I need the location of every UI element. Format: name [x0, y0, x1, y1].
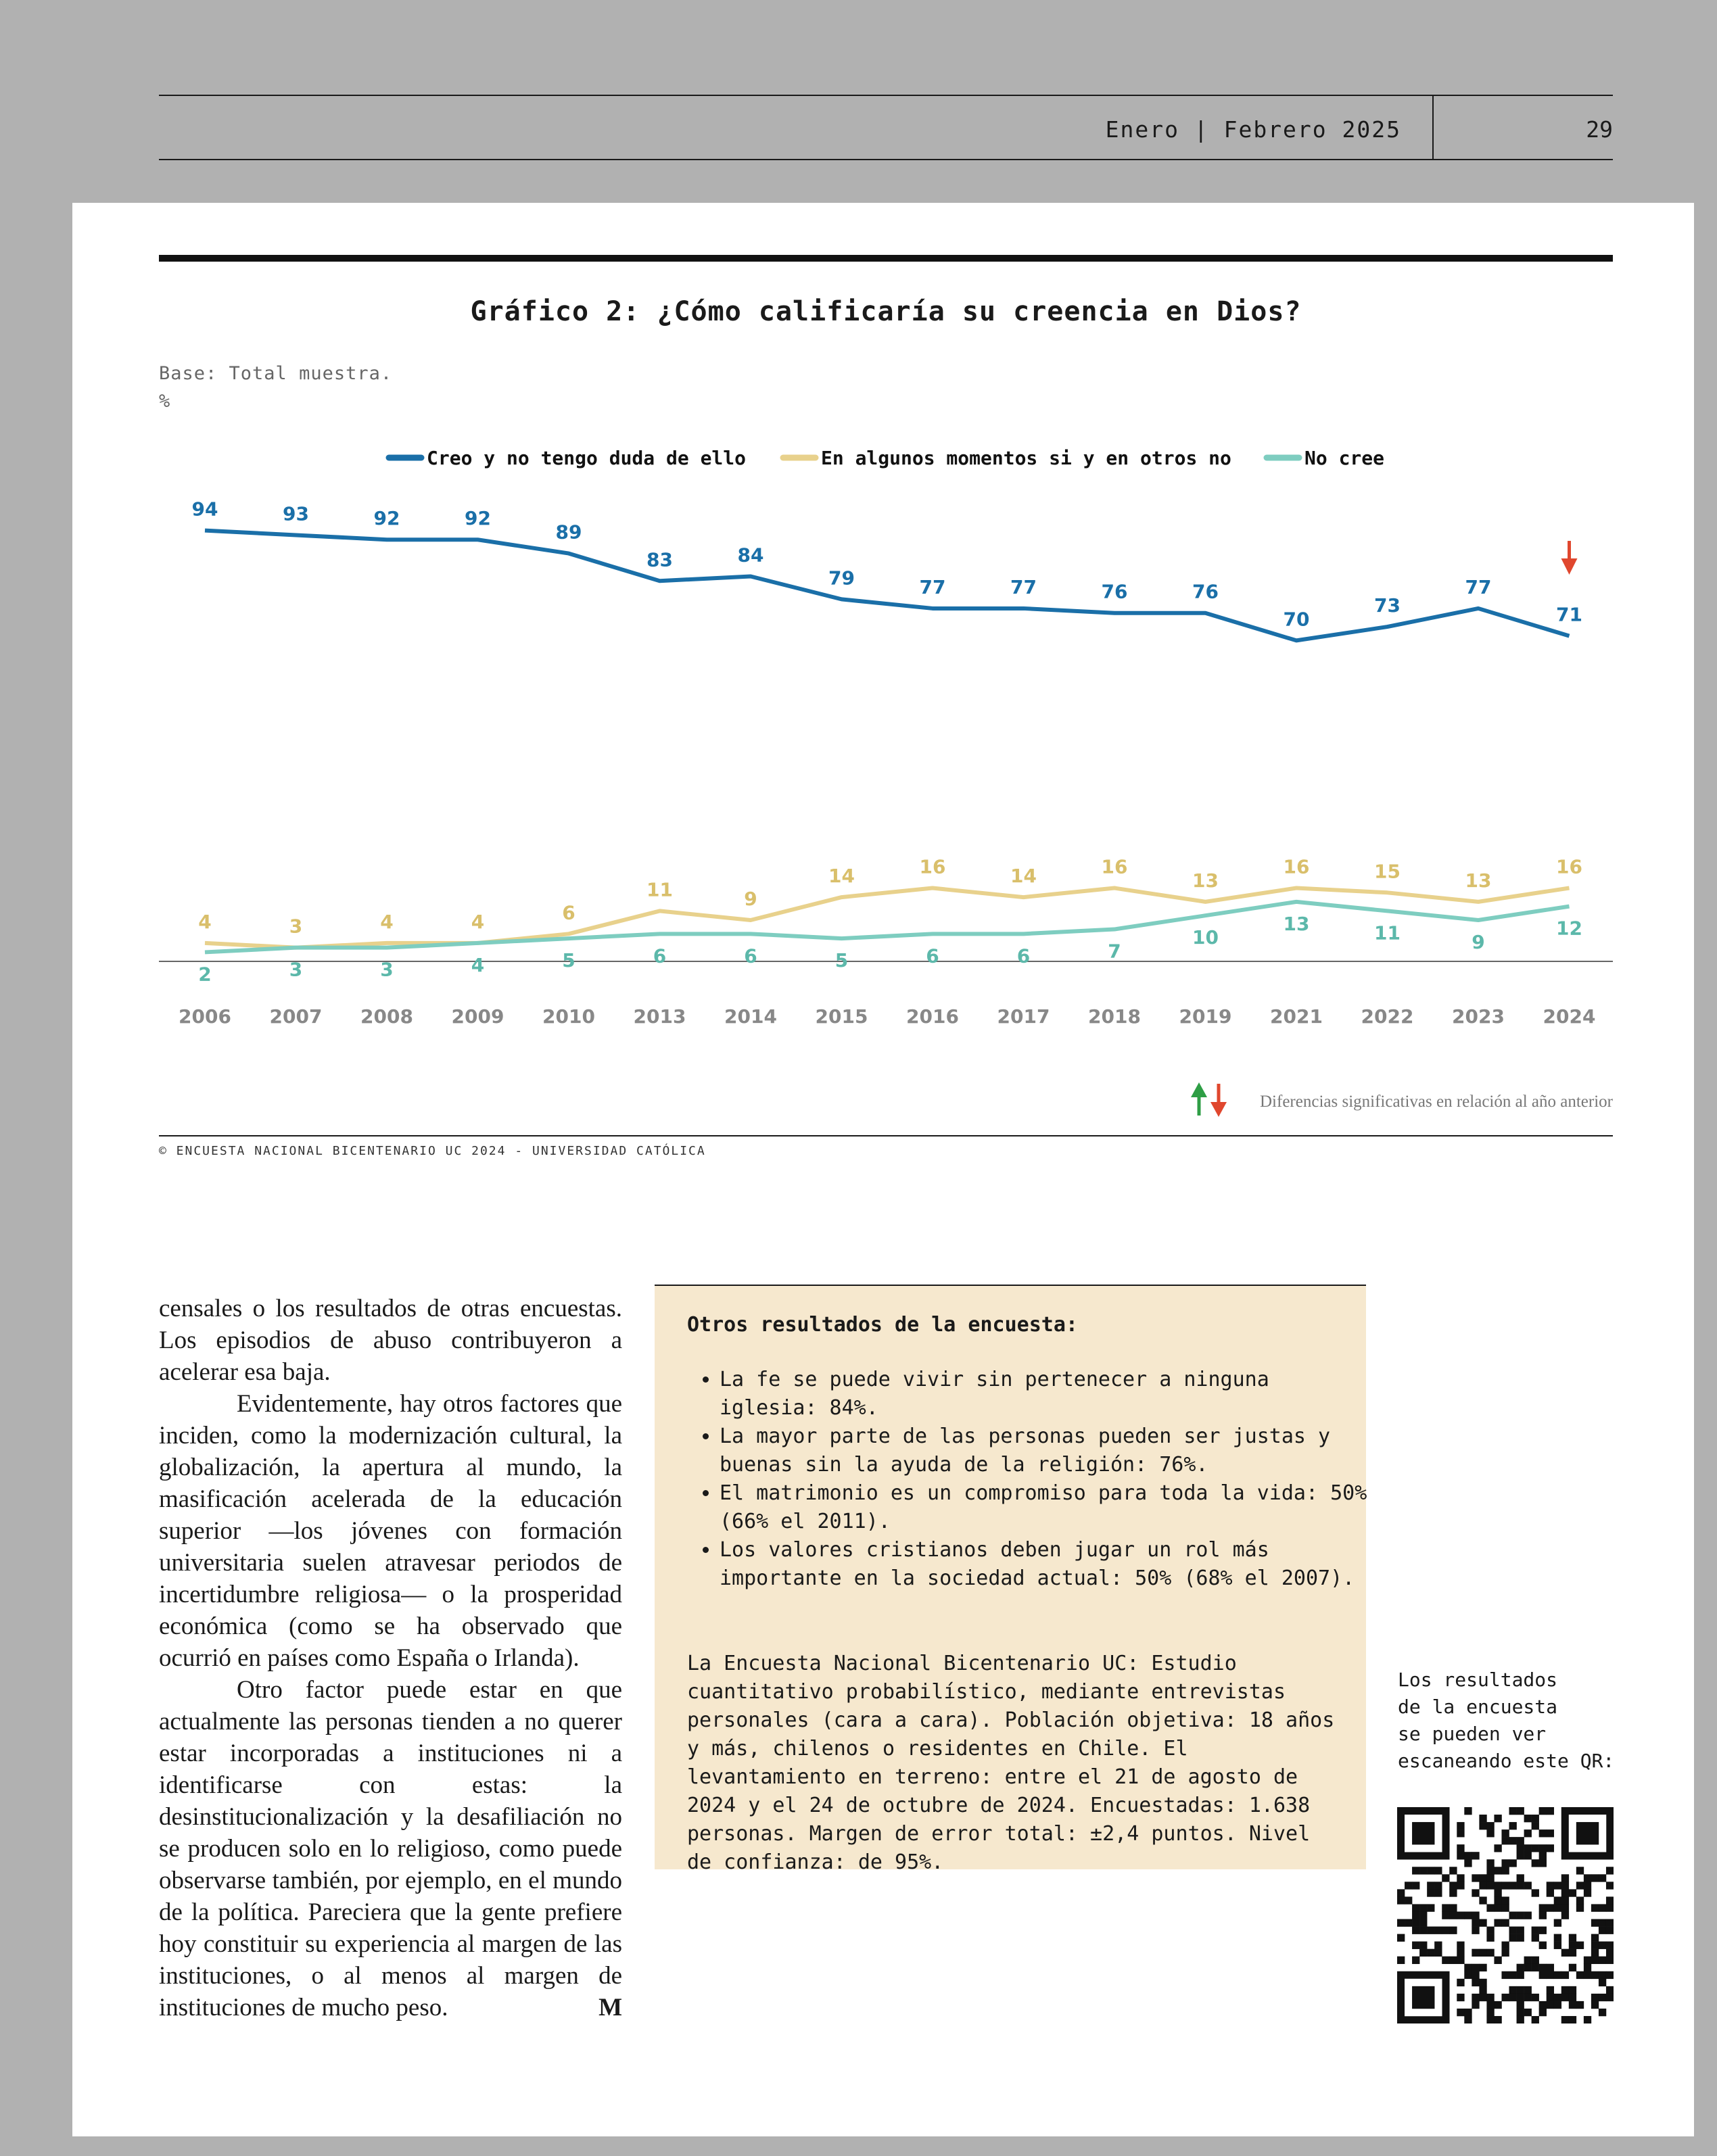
significance-legend: Diferencias significativas en relación al año anterior	[1260, 1093, 1613, 1111]
down-arrow-icon	[1561, 558, 1578, 575]
x-tick-label: 2019	[1179, 1005, 1232, 1028]
data-label: 3	[289, 915, 303, 938]
paragraph: Evidentemente, hay otros factores que inciden, como la modernización cultural, la globalización, la apertura al mundo, la masificación acelerada de la educación superior —los jóvenes con formación universitaria suelen atravesar periodos de incertidumbre religiosa— o la prosperidad económica (como se ha observado que ocurrió en países como España o Irlanda).	[159, 1390, 622, 1672]
data-label: 9	[1472, 930, 1485, 953]
data-label: 92	[465, 507, 491, 530]
data-label: 9	[744, 887, 757, 910]
data-label: 3	[380, 958, 394, 981]
data-label: 10	[1192, 926, 1219, 949]
x-tick-label: 2010	[542, 1005, 595, 1028]
data-label: 79	[828, 567, 855, 590]
data-label: 15	[1374, 860, 1401, 883]
list-item: • La fe se puede vivir sin pertenecer a ninguna iglesia: 84%.	[720, 1366, 1369, 1422]
results-box-title: Otros resultados de la encuesta:	[687, 1313, 1078, 1337]
data-label: 77	[919, 575, 946, 598]
end-mark: M	[598, 1994, 622, 2021]
data-label: 11	[646, 878, 673, 901]
data-label: 2	[198, 963, 212, 986]
results-list	[687, 1366, 1369, 1593]
data-label: 6	[562, 901, 575, 924]
x-tick-label: 2008	[360, 1005, 413, 1028]
data-label: 14	[828, 865, 855, 888]
data-label: 71	[1556, 603, 1582, 626]
data-label: 16	[1556, 855, 1582, 878]
x-tick-label: 2018	[1088, 1005, 1141, 1028]
x-tick-label: 2017	[997, 1005, 1050, 1028]
series-line	[205, 902, 1570, 953]
x-tick-label: 2006	[179, 1005, 231, 1028]
legend-label: En algunos momentos si y en otros no	[821, 447, 1231, 469]
data-label: 83	[646, 548, 673, 571]
data-label: 13	[1465, 869, 1492, 892]
x-tick-label: 2016	[906, 1005, 959, 1028]
down-arrow-icon	[1210, 1102, 1227, 1117]
x-tick-label: 2014	[724, 1005, 777, 1028]
series-line	[205, 888, 1570, 948]
list-item: • Los valores cristianos deben jugar un rol más importante en la sociedad actual: 50% (68% el 2007).	[720, 1536, 1369, 1593]
data-label: 77	[1010, 575, 1037, 598]
article-body	[159, 1293, 622, 2023]
chart-title: Gráfico 2: ¿Cómo calificaría su creencia en Dios?	[470, 296, 1302, 327]
qr-caption: Los resultados de la encuesta se pueden ver escaneando este QR:	[1398, 1669, 1615, 1772]
data-label: 92	[373, 507, 400, 530]
data-label: 77	[1465, 575, 1492, 598]
series-line	[205, 531, 1570, 641]
data-label: 5	[834, 949, 849, 972]
x-tick-label: 2009	[451, 1005, 504, 1028]
data-label: 16	[1101, 855, 1128, 878]
data-label: 12	[1556, 917, 1582, 940]
results-box	[655, 1285, 1367, 1874]
paragraph: censales o los resultados de otras encuestas. Los episodios de abuso contribuyeron a acelerar esa baja.	[159, 1295, 622, 1386]
list-item: • La mayor parte de las personas pueden ser justas y buenas sin la ayuda de la religión: 76%.	[720, 1422, 1369, 1479]
data-label: 7	[1108, 940, 1121, 963]
data-label: 6	[744, 944, 757, 967]
x-tick-label: 2021	[1270, 1005, 1323, 1028]
data-label: 6	[1016, 944, 1031, 967]
data-label: 84	[737, 544, 764, 567]
data-label: 4	[380, 910, 394, 933]
page-number: 29	[1586, 116, 1613, 143]
copyright-note: © ENCUESTA NACIONAL BICENTENARIO UC 2024 - UNIVERSIDAD CATÓLICA	[159, 1144, 706, 1158]
data-label: 16	[919, 855, 946, 878]
chart-unit: %	[159, 391, 170, 412]
data-label: 16	[1283, 855, 1310, 878]
paragraph-text: Otro factor puede estar en que actualmente las personas tienden a no querer estar incorporadas a instituciones ni a identificarse con estas: la desinstitucionalización y la desafiliación no se producen solo en lo religioso, como puede observarse también, por ejemplo, en el mundo de la política. Pareciera que la gente prefiere hoy constituir su experiencia al margen de las instituciones, o al menos al margen de instituciones de mucho peso.	[159, 1676, 622, 2021]
data-label: 93	[283, 502, 309, 525]
x-tick-label: 2015	[815, 1005, 868, 1028]
methodology-note: La Encuesta Nacional Bicentenario UC: Estudio cuantitativo probabilístico, mediante entrevistas personales (cara a cara). Población objetiva: 18 años y más, chilenos o residentes en Chile. El levantamiento en terreno: entre el 21 de agosto de 2024 y el 24 de octubre de 2024. Encuestadas: 1.638 personas. Margen de error total: ±2,4 puntos. Nivel de confianza: de 95%.	[687, 1652, 1335, 1874]
qr-code-icon[interactable]	[1397, 1807, 1614, 2023]
data-label: 4	[198, 910, 212, 933]
up-arrow-icon	[1191, 1082, 1207, 1097]
x-tick-label: 2007	[269, 1005, 323, 1028]
x-tick-label: 2022	[1361, 1005, 1414, 1028]
x-tick-label: 2013	[633, 1005, 686, 1028]
data-label: 89	[555, 521, 582, 544]
chart-bottom-rule	[159, 1135, 1613, 1136]
data-label: 3	[289, 958, 303, 981]
data-label: 6	[653, 944, 667, 967]
list-item: • El matrimonio es un compromiso para toda la vida: 50% (66% el 2011).	[720, 1479, 1369, 1536]
legend-label: No cree	[1304, 447, 1385, 469]
data-label: 73	[1374, 594, 1401, 617]
data-label: 76	[1101, 580, 1128, 603]
data-label: 5	[562, 949, 575, 972]
data-label: 14	[1010, 865, 1037, 888]
data-label: 13	[1192, 869, 1219, 892]
x-tick-label: 2023	[1452, 1005, 1505, 1028]
data-label: 70	[1283, 608, 1310, 631]
data-label: 94	[191, 498, 218, 521]
chart-base-note: Base: Total muestra.	[159, 363, 393, 384]
data-label: 4	[471, 953, 485, 976]
data-label: 13	[1283, 912, 1310, 935]
paragraph	[159, 1674, 622, 2023]
x-tick-label: 2024	[1543, 1005, 1596, 1028]
data-label: 76	[1192, 580, 1219, 603]
data-label: 4	[471, 910, 485, 933]
issue-date: Enero | Febrero 2025	[1105, 116, 1401, 143]
data-label: 6	[926, 944, 939, 967]
legend-label: Creo y no tengo duda de ello	[427, 447, 747, 469]
data-label: 11	[1374, 921, 1401, 944]
